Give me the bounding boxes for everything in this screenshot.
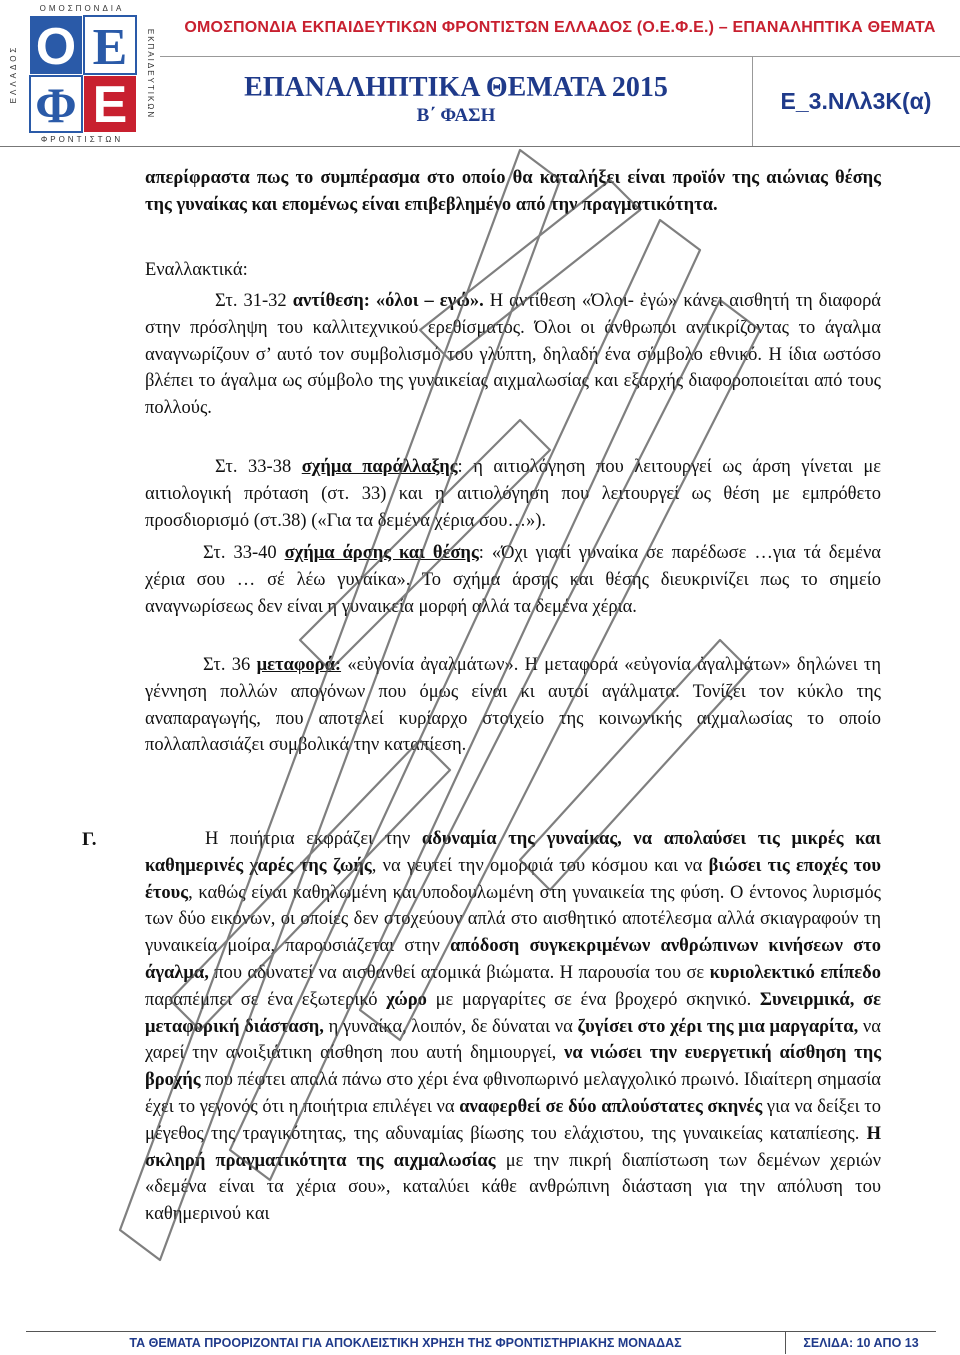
exam-title: ΕΠΑΝΑΛΗΠΤΙΚΑ ΘΕΜΑΤΑ 2015 <box>244 72 668 103</box>
verse-ref-33-38: Στ. 33-38 <box>215 457 302 477</box>
paragraph-parallaxis <box>145 454 881 534</box>
arsi-thesi-label: σχήμα άρσης και θέσης <box>284 543 479 563</box>
gamma-text-3: , καθώς είναι καθηλωμένη και υποδουλωμένη στη γυναικεία της φύση. Ο έντονος λυρισμός των δύο εικόνων, οι οποίες δεν στοχεύουν απλά στο αισθητικό αποτέλεσμα αλλά σκιαγραφούν τη γυναικεία μοίρα, παρουσιάζεται στην <box>145 882 881 957</box>
gamma-bold-2: βιώσει τις εποχές του έτους <box>145 855 881 903</box>
gamma-text-10: για να δείξει το μέγεθος της τραγικότητας, της αδυναμίας βίωσης του ελάχιστου, της γυναικείας καταπίεσης. <box>145 1096 881 1144</box>
gamma-text-11: με την πικρή διαπίστωση των δεμένων χεριών «δεμένα είναι τα χέρια σου», καταλύει κάθε ανθρώπινη διάσταση για την απόλυση του καθημερινού και <box>145 1150 882 1225</box>
gamma-text-2: , να γευτεί την ομορφιά του κόσμου και να <box>371 855 709 876</box>
svg-text:ΦΡΟΝΤΙΣΤΩΝ: ΦΡΟΝΤΙΣΤΩΝ <box>40 135 124 144</box>
logo-letter-o: Ο <box>35 18 77 76</box>
metaphor-text: «εὐγονία ἀγαλμάτων». Η μεταφορά «εὐγονία ἀγαλμάτων» δηλώνει τη γέννηση πολλών απογόνων που όμως είναι κι αυτοί αγάλματα. Τονίζει τον κύκλο της αναπαραγωγής, που αποτελεί κυρίαρχο στοιχείο της κοινωνικής αιχμαλωσίας το οποίο πολλαπλασιάζει συμβολικά την καταπίεση. <box>145 655 881 756</box>
gamma-bold-6: Συνειρμικά, σε μεταφορική διάσταση, <box>145 989 881 1037</box>
svg-text:ΕΚΠΑΙΔΕΥΤΙΚΩΝ: ΕΚΠΑΙΔΕΥΤΙΚΩΝ <box>146 28 155 120</box>
arsi-thesi-text: : «Όχι γιατί γυναίκα σε παρέδωσε …για τά δεμένα χέρια σου … σέ λέω γυναίκα». Το σχήμα άρσης και θέσης διευκρινίζει πως το σημείο αναγνωρίσεως δεν είναι η γυναικεία μορφή αλλά τα δεμένα χέρια. <box>145 543 881 617</box>
antithesis-label: αντίθεση: «όλοι – εγώ». <box>292 291 484 311</box>
organization-name: ΟΜΟΣΠΟΝΔΙΑ ΕΚΠΑΙΔΕΥΤΙΚΩΝ ΦΡΟΝΤΙΣΤΩΝ ΕΛΛΑΔΟΣ (Ο.Ε.Φ.Ε.) – ΕΠΑΝΑΛΗΠΤΙΚΑ ΘΕΜΑΤΑ <box>184 19 936 36</box>
logo-letter-e2: Ε <box>92 76 128 134</box>
header-divider <box>0 146 960 147</box>
verse-ref-33-40: Στ. 33-40 <box>203 543 285 563</box>
parallaxis-text: : η αιτιολόγηση που λειτουργεί ως άρση γίνεται με αιτιολογική πρόταση (στ. 33) και η αιτιολόγηση που λειτουργεί ως θέση με εμπρόθετο προσδιορισμό (στ.38) («Για τα δεμένα χέρια σου…»). <box>145 457 882 531</box>
paragraph-antithesis <box>145 288 881 422</box>
paragraph-gamma <box>145 826 881 1228</box>
exam-title-block <box>160 56 753 146</box>
oefe-logo <box>2 0 160 146</box>
paragraph-metaphor <box>145 652 881 759</box>
metaphor-label: μεταφορά: <box>256 655 342 675</box>
organization-bar <box>160 0 960 57</box>
antithesis-text: Η αντίθεση «Όλοι- ἐγώ» κάνει αισθητή τη διαφορά στην πρόσληψη του καλλιτεχνικού ερεθίσματος. Όλοι οι άνθρωποι αντικρίζοντας το άγαλμα αναγνωρίζουν σ’ αυτό τον συμβολισμό του γλύπτη, δηλαδή ένα σύμβολο εθνικό. Η ίδια ωστόσο βλέπει το άγαλμα ως σύμβολο της γυναικείας αιχμαλωσίας και εξαρχής διαφοροποιείται από τους πολλούς. <box>145 291 881 419</box>
gamma-bold-5: χώρο <box>386 989 427 1010</box>
section-gamma-label: Γ. <box>82 829 97 850</box>
gamma-bold-7: ζυγίσει στο χέρι της μια μαργαρίτα, <box>577 1016 859 1037</box>
exam-phase: Β΄ ΦΑΣΗ <box>416 105 496 126</box>
gamma-text-7: η γυναίκα, λοιπόν, δε δύναται να <box>323 1016 578 1037</box>
parallaxis-label: σχήμα παράλλαξης <box>301 457 458 477</box>
gamma-text-4: που αδυνατεί να αισθανθεί ατομικά βιώματα. Η παρουσία του σε <box>208 962 710 983</box>
gamma-text-9: που πέφτει απαλά πάνω στο χέρι ένα φθινοπωρινό μελαγχολικό πρωινό. Ιδιαίτερη σημασία έχει το γεγονός ότι η ποιήτρια επιλέγει να <box>145 1070 881 1117</box>
verse-ref-36: Στ. 36 <box>203 655 257 675</box>
alt-label-text: Εναλλακτικά: <box>145 260 248 280</box>
gamma-bold-10: Η σκληρή πραγματικότητα της αιχμαλωσίας <box>145 1123 881 1171</box>
paragraph-intro <box>145 165 881 219</box>
gamma-bold-9: αναφερθεί σε δύο απλούστατες σκηνές <box>459 1096 763 1117</box>
alternative-label <box>145 257 881 284</box>
footer-disclaimer <box>26 1332 786 1354</box>
footer-disclaimer-text: ΤΑ ΘΕΜΑΤΑ ΠΡΟΟΡΙΖΟΝΤΑΙ ΓΙΑ ΑΠΟΚΛΕΙΣΤΙΚΗ ΧΡΗΣΗ ΤΗΣ ΦΡΟΝΤΙΣΤΗΡΙΑΚΗΣ ΜΟΝΑΔΑΣ <box>129 1336 682 1350</box>
verse-ref-31: Στ. 31-32 <box>215 291 287 311</box>
paragraph-arsi-thesi <box>145 540 881 620</box>
gamma-bold-4: κυριολεκτικό επίπεδο <box>709 962 881 983</box>
intro-text: απερίφραστα πως το συμπέρασμα στο οποίο θα καταλήξει είναι προϊόν της αιώνιας θέσης της γυναίκας και επομένως είναι επιβεβλημένο από την πραγματικότητα. <box>145 168 881 215</box>
logo-letter-f: Φ <box>35 77 77 133</box>
gamma-text-5: παραπέμπει σε ένα εξωτερικό <box>145 989 387 1010</box>
logo-letter-e1: Ε <box>92 19 128 76</box>
page-footer <box>26 1331 936 1354</box>
page-header <box>0 0 960 148</box>
svg-text:ΟΜΟΣΠΟΝΔΙΑ: ΟΜΟΣΠΟΝΔΙΑ <box>39 4 125 13</box>
gamma-text-1: Η ποιήτρια εκφράζει την <box>205 829 422 849</box>
gamma-text-8: να χαρεί την ανοιξιάτικη αίσθηση που αυτή δημιουργεί, <box>145 1016 881 1064</box>
exam-code: Ε_3.ΝΛλ3Κ(α) <box>780 87 932 114</box>
gamma-bold-8: να νιώσει την ευεργετική αίσθηση της βροχής <box>145 1043 881 1091</box>
page-number: ΣΕΛΙΔΑ: 10 ΑΠΟ 13 <box>803 1336 919 1350</box>
gamma-bold-1: αδυναμία της γυναίκας, να απολαύσει τις μικρές και καθημερινές χαρές της ζωής <box>145 829 881 876</box>
svg-text:ΕΛΛΑΔΟΣ: ΕΛΛΑΔΟΣ <box>9 44 18 104</box>
gamma-bold-3: απόδοση συγκεκριμένων ανθρώπινων κινήσεων στο άγαλμα, <box>145 936 881 983</box>
gamma-text-6: με μαργαρίτες σε ένα βροχερό σκηνικό. <box>426 989 760 1010</box>
